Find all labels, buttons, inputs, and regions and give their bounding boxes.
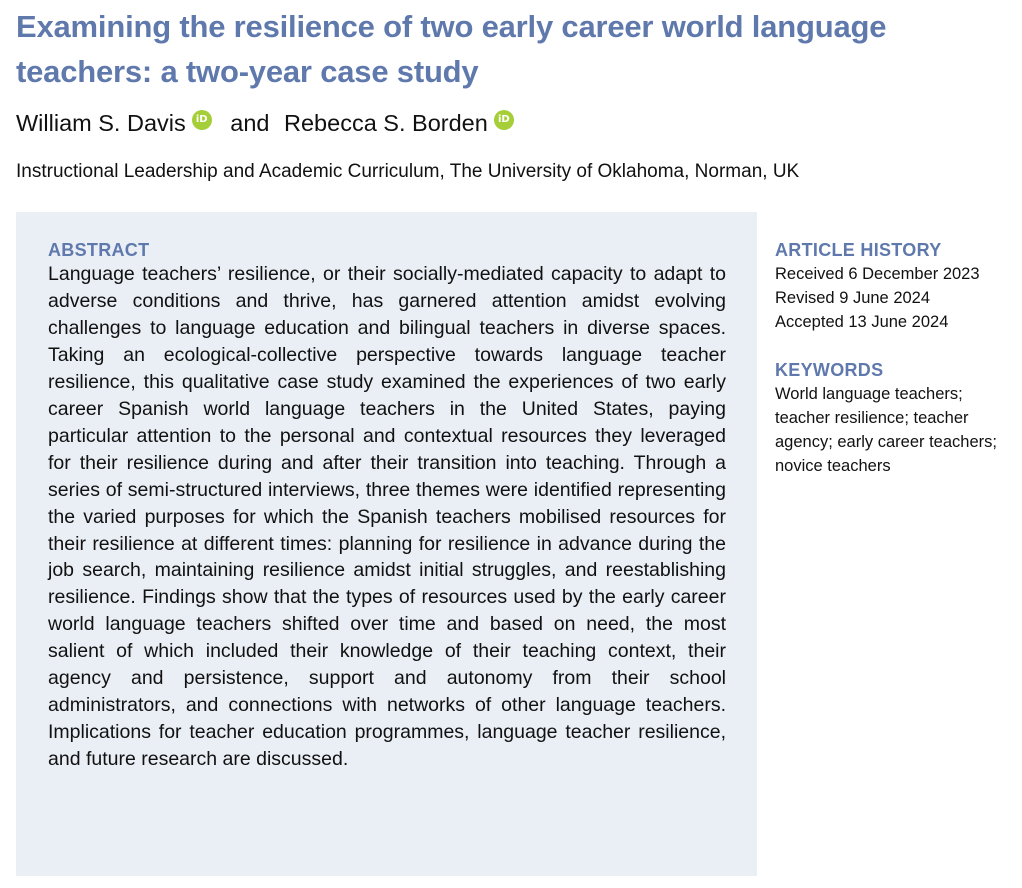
accepted-date: Accepted 13 June 2024 [775, 313, 949, 331]
author-name: Rebecca S. Borden [284, 110, 488, 136]
abstract-text: Language teachers’ resilience, or their socially-mediated capacity to adapt to adverse conditions and thrive, has garnered attention amidst evolving challenges to language education and bilingual teachers in diverse spaces. Taking an ecological-collective perspective towards language teacher resilience, this qualitative case study examined the experiences of two early career Spanish world language teachers in the United States, paying particular attention to the personal and contextual resources they leveraged for their resilience during and after their transition into teaching. Through a series of semi-structured interviews, three themes were identified representing the varied purposes for which the Spanish teachers mobilised resources for their resilience at different times: planning for resilience in advance during the job search, maintaining resilience amidst initial struggles, and reestablishing resilience. Findings show that the types of resources used by the early career world language teachers shifted over time and based on need, the most salient of which included their knowledge of their teaching context, their agency and persistence, support and autonomy from their school administrators, and connections with networks of other language teachers. Implications for teacher education programmes, language teacher resilience, and future research are discussed. [48, 263, 726, 771]
author-name: William S. Davis [16, 110, 186, 136]
article-history-heading: ARTICLE HISTORY [775, 240, 942, 260]
author-separator: and [230, 110, 270, 136]
affiliation: Instructional Leadership and Academic Curriculum, The University of Oklahoma, Norman, UK [16, 161, 800, 182]
paper-title: Examining the resilience of two early career world language teachers: a two-year case study [16, 9, 887, 89]
keywords-list: World language teachers; teacher resilience; teacher agency; early career teachers; novice teachers [775, 385, 997, 475]
keywords-heading: KEYWORDS [775, 360, 884, 380]
abstract-box [16, 212, 757, 876]
orcid-icon[interactable]: iD [494, 110, 514, 130]
received-date: Received 6 December 2023 [775, 265, 980, 283]
abstract-heading: ABSTRACT [48, 240, 150, 260]
revised-date: Revised 9 June 2024 [775, 289, 931, 307]
author-list [16, 106, 518, 140]
orcid-icon[interactable]: iD [192, 110, 212, 130]
article-sidebar [775, 238, 1015, 478]
keywords-section [775, 358, 1015, 478]
